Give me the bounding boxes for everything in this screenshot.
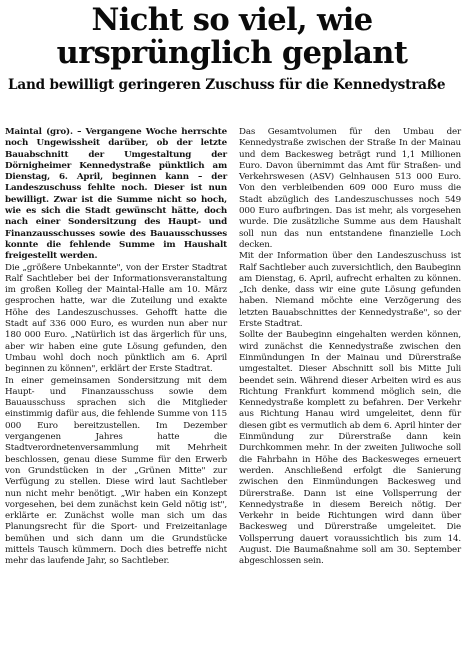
paragraph: Mit der Information über den Landeszuschuss ist Ralf Sachtleber auch zuversichtlich, den Baubeginn am Dienstag, 6. April, aufrecht erhalten zu können. „Ich denke, dass wir eine gute Lösung gefunden haben. Niemand möchte eine Verzögerung des letzten Bauabschnittes der Kennedystraße", so der Erste Stadtrat. (239, 251, 461, 330)
headline (0, 0, 464, 70)
paragraph: Das Gesamtvolumen für den Umbau der Kennedystraße zwischen der Straße In der Mainau und dem Backesweg beträgt rund 1,1 Millionen Euro. Davon übernimmt das Amt für Straßen- und Verkehrswesen (ASV) Gelnhausen 513 000 Euro. Von den verbleibenden 609 000 Euro muss die Stadt abzüglich des Landeszuschusses noch 549 000 Euro aufbringen. Das ist mehr, als vorgesehen wurde. Die zusätzliche Summe aus dem Haushalt soll nun das nun entstandene finanzielle Loch decken. (239, 127, 461, 250)
paragraph: Sollte der Baubeginn eingehalten werden können, wird zunächst die Kennedystraße zwischen den Einmündungen In der Mainau und Dürerstraße umgestaltet. Dieser Abschnitt soll bis Mitte Juli beendet sein. Während dieser Arbeiten wird es aus Richtung Frankfurt kommend möglich sein, die Kennedystraße komplett zu befahren. Der Verkehr aus Richtung Hanau wird umgeleitet, denn für diesen gibt es vermutlich ab dem 6. April hinter der Einmündung zur Dürerstraße dann kein Durchkommen mehr. In der zweiten Juliwoche soll die Fahrbahn in Höhe des Backesweges erneuert werden. Anschließend erfolgt die Sanierung zwischen den Einmündungen Backesweg und Dürerstraße. Dann ist eine Vollsperrung der Kennedystraße in diesem Bereich nötig. Der Verkehr in beide Richtungen wird dann über Backesweg und Dürerstraße umgeleitet. Die Vollsperrung dauert voraussichtlich bis zum 14. August. Die Baumaßnahme soll am 30. September abgeschlossen sein. (239, 330, 461, 567)
headline-line-2: ursprünglich geplant (56, 35, 408, 71)
left-column (5, 127, 227, 568)
article-body (5, 127, 461, 568)
paragraph: In einer gemeinsamen Sondersitzung mit dem Haupt- und Finanzausschuss sowie dem Bauausschuss sprachen sich die Mitglieder einstimmig dafür aus, die fehlende Summe von 115 000 Euro bereitzustellen. Im Dezember vergangenen Jahres hatte die Stadtverordnetenversammlung mit Mehrheit beschlossen, genau diese Summe für den Erwerb von Grundstücken in der „Grünen Mitte" zur Verfügung zu stellen. Diese wird laut Sachtleber nun nicht mehr benötigt. „Wir haben ein Konzept vorgesehen, bei dem zunächst kein Geld nötig ist", erklärte er. Zunächst wolle man sich um das Planungsrecht für die Sport- und Freizeitanlage bemühen und sich dann um die Grundstücke mittels Tausch kümmern. Doch dies betreffe nicht mehr das laufende Jahr, so Sachtleber. (5, 375, 227, 567)
headline-line-1: Nicht so viel, wie (91, 2, 373, 38)
paragraph: Die „größere Unbekannte", von der Erster Stadtrat Ralf Sachtleber bei der Informationsveranstaltung im großen Kolleg der Maintal-Halle am 10. März gesprochen hatte, war die Zuteilung und exakte Höhe des Landeszuschusses. Gehofft hatte die Stadt auf 336 000 Euro, es wurden nun aber nur 180 000 Euro. „Natürlich ist das ärgerlich für uns, aber wir haben eine gute Lösung gefunden, den Umbau wohl doch noch pünktlich am 6. April beginnen zu können", erklärt der Erste Stadtrat. (5, 262, 227, 375)
right-column (239, 127, 461, 568)
lede-text: Vergangene Woche herrschte noch Ungewissheit darüber, ob der letzte Bauabschnitt der Umgestaltung der Dörnigheimer Kennedystraße pünktlich am Dienstag, 6. April, beginnen kann – der Landeszuschuss fehlte noch. Dieser ist nun bewilligt. Zwar ist die Summe nicht so hoch, wie es sich die Stadt gewünscht hätte, doch nach einer Sondersitzung des Haupt- und Finanzausschusses sowie des Bauausschusses konnte die fehlende Summe im Haushalt freigestellt werden. (5, 127, 227, 262)
dateline: Maintal (gro). – (5, 127, 82, 137)
subheadline: Land bewilligt geringeren Zuschuss für die Kennedystraße (8, 77, 446, 93)
lede-paragraph (5, 127, 227, 263)
